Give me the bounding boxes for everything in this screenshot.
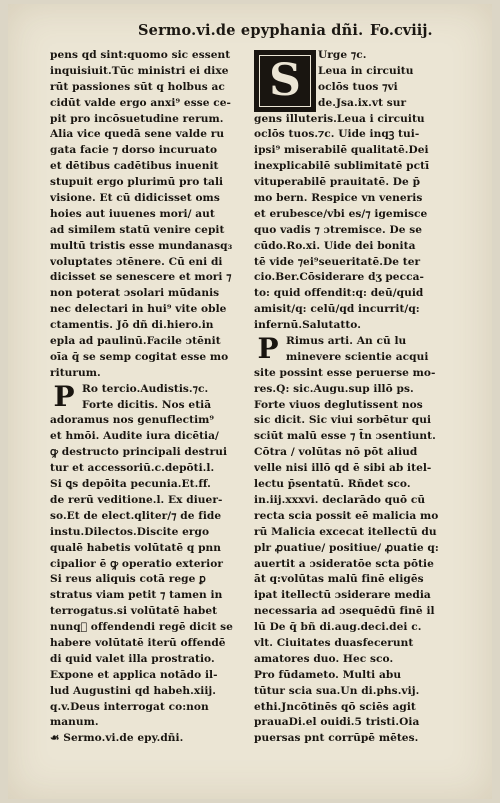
text-line: non poterat ɔsolari mūdanis: [50, 287, 220, 300]
text-line: Expone et applica notādo il-: [50, 668, 218, 681]
running-title: Sermo.vi.de epyphania dñi.: [138, 22, 364, 39]
text-line: to: quid offendit:q: deū/quid: [254, 287, 424, 300]
text-line: ctamentis. Jō dñ di.hiero.in: [50, 319, 214, 332]
text-line: inexplicabilē sublimitatē pctī: [254, 160, 430, 173]
text-line: stratus viam petit ⁊ tamen in: [50, 589, 223, 602]
text-line: infernū.Salutatto.: [254, 319, 361, 332]
text-line: visione. Et cū didicisset oms: [50, 192, 220, 205]
text-line: oclōs tuos.⁊c. Uide inqꝫ tui-: [254, 128, 420, 141]
text-line: voluptates ɔtēnere. Cū eni di: [50, 255, 223, 268]
text-line: amatores duo. Hec sco.: [254, 652, 394, 665]
text-line: ipat itellectū ɔsiderare media: [254, 589, 431, 602]
right-text-block-2: [254, 334, 462, 747]
text-line: multū tristis esse mundanasq₃: [50, 239, 233, 252]
opening-block: [254, 48, 462, 112]
text-line: ad similem statū venire cepit: [50, 223, 225, 236]
text-line: āt q:volūtas malū finē eligēs: [254, 573, 424, 586]
text-line: res.Q: sic.Augu.sup illō ps.: [254, 382, 414, 395]
text-line: inquisiuit.Tūc ministri ei dixe: [50, 64, 229, 77]
text-line: tur et accessoriū.c.depōti.l.: [50, 462, 215, 475]
text-line: nunqᷓ offendendi regē dicit se: [50, 621, 233, 634]
text-line: Rimus arti. An cū lu: [286, 335, 407, 348]
text-line: gens illuteris.Leua i circuitu: [254, 112, 425, 125]
left-initial-letter: P: [53, 379, 75, 413]
text-line: epla ad paulinū.Facile ɔtēnit: [50, 335, 221, 348]
text-line: Forte viuos deglutissent nos: [254, 398, 423, 411]
text-line: lud Augustini qd habeh.xiij.: [50, 684, 217, 697]
text-line: quo vadis ⁊ ɔtremisce. De se: [254, 223, 423, 236]
text-line: cūdo.Ro.xi. Uide dei bonita: [254, 239, 416, 252]
text-line: stupuit ergo plurimū pro tali: [50, 176, 224, 189]
text-line: de.Jsa.ix.vt sur: [318, 96, 407, 109]
text-line: tūtur scia sua.Un di.phs.vij.: [254, 684, 420, 697]
text-line: vlt. Ciuitates duasfecerunt: [254, 636, 414, 649]
text-line: necessaria ad ɔsequēdū finē il: [254, 605, 435, 618]
text-line: Pro fūdameto. Multi abu: [254, 668, 402, 681]
text-line: lū De q̄ bñ di.aug.deci.dei c.: [254, 621, 422, 634]
text-line: sic dicit. Sic viui sorbētur qui: [254, 414, 432, 427]
text-line: pit pro incōsuetudine rerum.: [50, 112, 224, 125]
text-line: cipalior ē ꝙ operatio exterior: [50, 557, 223, 570]
text-line: cio.Ber.Cōsiderare dʒ pecca-: [254, 271, 424, 284]
right-column: [254, 48, 462, 747]
text-line: Forte dicitis. Nos etiā: [82, 398, 212, 411]
paragraph-mark-icon: ☙: [50, 732, 64, 745]
text-line: adoramus nos genuflectim⁹: [50, 414, 215, 427]
text-line: so.Et de elect.qliter/⁊ de fide: [50, 509, 222, 522]
text-line: pens qd sint:quomo sic essent: [50, 49, 231, 61]
text-line: habere volūtatē iterū offendē: [50, 636, 226, 649]
text-line: Si ꝗs depōita pecunia.Et.ff.: [50, 478, 211, 491]
text-line: hoies aut iuuenes mori/ aut: [50, 207, 215, 220]
text-line: sciūt malū esse ⁊ t̄n ɔsentiunt.: [254, 430, 436, 443]
left-text-block-1: [50, 48, 250, 382]
left-column: [50, 48, 250, 747]
text-line: gata facie ⁊ dorso incuruato: [50, 144, 218, 157]
text-line: rū Malicia excecat itellectū du: [254, 525, 437, 538]
text-line: ipsi⁹ miserabilē qualitatē.Dei: [254, 144, 429, 157]
text-line: Cōtra / volūtas nō pōt aliud: [254, 446, 418, 459]
page-header: [8, 22, 492, 44]
text-line: et dētibus cadētibus inuenit: [50, 160, 219, 173]
text-line: cidūt valde ergo anxi⁹ esse ce-: [50, 96, 231, 109]
text-line: rūt passiones sūt q holbus ac: [50, 80, 225, 93]
text-line: auertit a ɔsideratōe scta pōtie: [254, 557, 434, 570]
book-page: [8, 4, 492, 799]
text-line: minevere scientie acqui: [286, 350, 429, 363]
text-line: Ro tercio.Audistis.⁊c.: [82, 382, 209, 395]
text-line: ꝙ destructo principali destrui: [50, 446, 228, 459]
text-line: de rerū veditione.l. Ex diuer-: [50, 493, 223, 506]
text-line: manum.: [50, 716, 99, 729]
text-line: oclōs tuos ⁊vi: [318, 80, 398, 93]
right-initial-letter: P: [257, 332, 279, 366]
text-line: di quid valet illa prostratio.: [50, 652, 215, 665]
left-text-block-2: [50, 379, 250, 732]
text-line: plr ꝓuatiue/ positiue/ ꝓuatie q:: [254, 541, 439, 554]
text-line: et erubesce/vbi es/⁊ igemisce: [254, 207, 428, 220]
left-closing-line: ☙ Sermo.vi.de epy.dñi.: [50, 732, 184, 745]
text-line: oīa q̄ se semp cogitat esse mo: [50, 350, 229, 363]
text-line: nec delectari in hui⁹ vite oble: [50, 303, 227, 316]
text-line: lectu p̄sentatū. Rñdet sco.: [254, 478, 411, 491]
right-text-block-1: [254, 112, 462, 334]
text-line: et hmōi. Audite iura dicētia/: [50, 430, 219, 443]
text-line: instu.Dilectos.Discite ergo: [50, 525, 210, 538]
text-line: dicisset se senescere et mori ⁊: [50, 271, 232, 284]
text-line: Alia vice quedā sene valde ru: [50, 128, 225, 141]
text-line: ethi.Jncōtinēs qō sciēs agit: [254, 700, 416, 713]
left-paragraph-initial-block: [50, 379, 250, 732]
text-line: mo bern. Respice vn veneris: [254, 192, 423, 205]
text-line: in.iij.xxxvi. declarādo quō cū: [254, 493, 426, 506]
text-line: recta scia possit eē malicia mo: [254, 509, 439, 522]
text-line: Si reus aliquis cotā rege ꝑ: [50, 573, 206, 586]
text-line: puersas pnt corrūpē mētes.: [254, 732, 419, 745]
decorated-initial-s: S: [254, 50, 316, 112]
text-line: Leua in circuitu: [318, 64, 414, 77]
text-line: q.v.Deus interrogat co:non: [50, 700, 209, 713]
text-line: velle nisi illō qd ē sibi ab itel-: [254, 462, 432, 475]
text-line: prauaDi.el ouidi.5 tristi.Oia: [254, 716, 420, 729]
folio-number: Fo.cviij.: [370, 22, 433, 39]
text-line: tē vide ⁊ei⁹seueritatē.De ter: [254, 255, 421, 268]
text-line: amisit/q: celū/qd incurrit/q:: [254, 303, 420, 316]
text-line: vituperabilē prauitatē. De p̄: [254, 176, 421, 189]
text-line: riturum.: [50, 366, 101, 379]
right-paragraph-initial-block: [254, 334, 462, 747]
text-line: Urge ⁊c.: [318, 49, 367, 61]
text-line: qualē habetis volūtatē q pnn: [50, 541, 222, 554]
text-line: terrogatus.si volūtatē habet: [50, 605, 218, 618]
text-line: site possint esse peruerse mo-: [254, 366, 436, 379]
